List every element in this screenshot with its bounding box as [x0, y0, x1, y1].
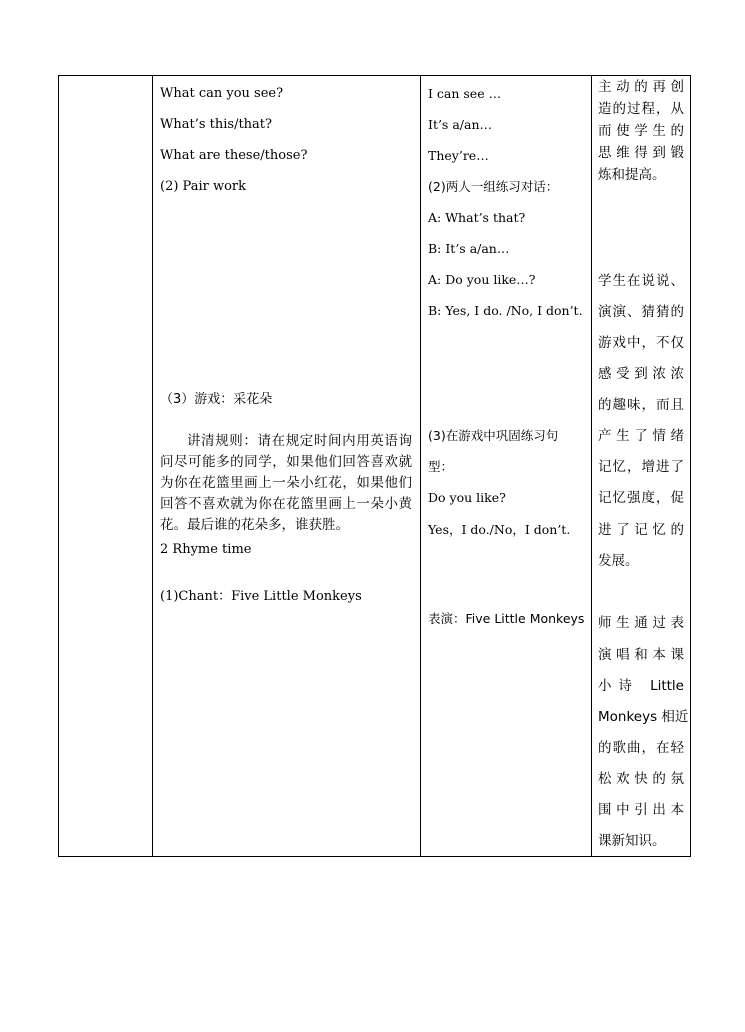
design-intent-cell — [592, 76, 691, 857]
intent-line: 造的过程，从 — [598, 101, 684, 117]
dialogue-line: A: What’s that? — [428, 210, 526, 225]
intent-line: 松欢快的氛 — [598, 771, 684, 787]
teacher-activity-cell — [153, 76, 421, 857]
question-what-are-these: What are these/those? — [160, 148, 308, 163]
question-whats-this: What’s this/that? — [160, 117, 272, 132]
intent-line: 小诗 Little — [598, 678, 684, 694]
intent-line: 发展。 — [598, 553, 639, 569]
performance-line: 表演：Five Little Monkeys — [428, 611, 585, 626]
student-activity-cell — [421, 76, 592, 857]
lesson-plan-table — [58, 75, 691, 857]
intent-line: 的趣味，而且 — [598, 397, 684, 413]
question-what-can-you-see: What can you see? — [160, 86, 284, 101]
blank-stage-cell — [59, 76, 153, 857]
game-rules-paragraph: 讲清规则：请在规定时间内用英语询问尽可能多的同学，如果他们回答喜欢就为你在花篮里画上一朵小红花，如果他们回答不喜欢就为你在花篮里画上一朵小黄花。最后谁的花朵多，谁获胜。 — [160, 433, 412, 533]
intent-line: 课新知识。 — [598, 833, 666, 849]
intent-line: 而使学生的 — [598, 123, 684, 139]
intent-line: 感受到浓浓 — [598, 366, 684, 382]
intent-line: 思维得到锻 — [598, 145, 684, 161]
answer-i-can-see: I can see … — [428, 86, 502, 101]
intent-line: 主动的再创 — [598, 79, 684, 95]
game-answer: Yes，I do./No，I don’t. — [428, 522, 571, 537]
intent-line: 演演、猜猜的 — [598, 304, 684, 320]
dialogue-line: A: Do you like…? — [428, 272, 536, 287]
game-practice-line: 型： — [428, 459, 454, 474]
intent-line: 记忆强度，促 — [598, 490, 684, 506]
table-row — [59, 76, 691, 857]
intent-line: 炼和提高。 — [598, 167, 666, 183]
chant-heading: (1)Chant：Five Little Monkeys — [160, 589, 362, 604]
pair-work-heading: (2) Pair work — [160, 179, 247, 194]
intent-line: 游戏中，不仅 — [598, 335, 684, 351]
answer-its-a: It’s a/an… — [428, 117, 492, 132]
intent-line: 记忆，增进了 — [598, 459, 684, 475]
intent-line: Monkeys 相近 — [598, 709, 689, 725]
intent-line: 学生在说说、 — [598, 273, 684, 289]
pair-practice-heading: (2)两人一组练习对话： — [428, 179, 559, 194]
intent-line: 产生了情绪 — [598, 428, 684, 444]
game-question: Do you like? — [428, 490, 506, 505]
intent-line: 演唱和本课 — [598, 647, 684, 663]
game-practice-line: (3)在游戏中巩固练习句 — [428, 428, 559, 443]
answer-theyre: They’re… — [428, 148, 489, 163]
rhyme-time-heading: 2 Rhyme time — [160, 542, 252, 557]
game-heading: （3）游戏：采花朵 — [160, 392, 273, 407]
intent-line: 师生通过表 — [598, 615, 684, 631]
intent-line: 进了记忆的 — [598, 522, 684, 538]
dialogue-line: B: It’s a/an… — [428, 241, 510, 256]
dialogue-line: B: Yes, I do. /No, I don’t. — [428, 303, 583, 318]
intent-line: 围中引出本 — [598, 802, 684, 818]
intent-line: 的歌曲，在轻 — [598, 740, 684, 756]
